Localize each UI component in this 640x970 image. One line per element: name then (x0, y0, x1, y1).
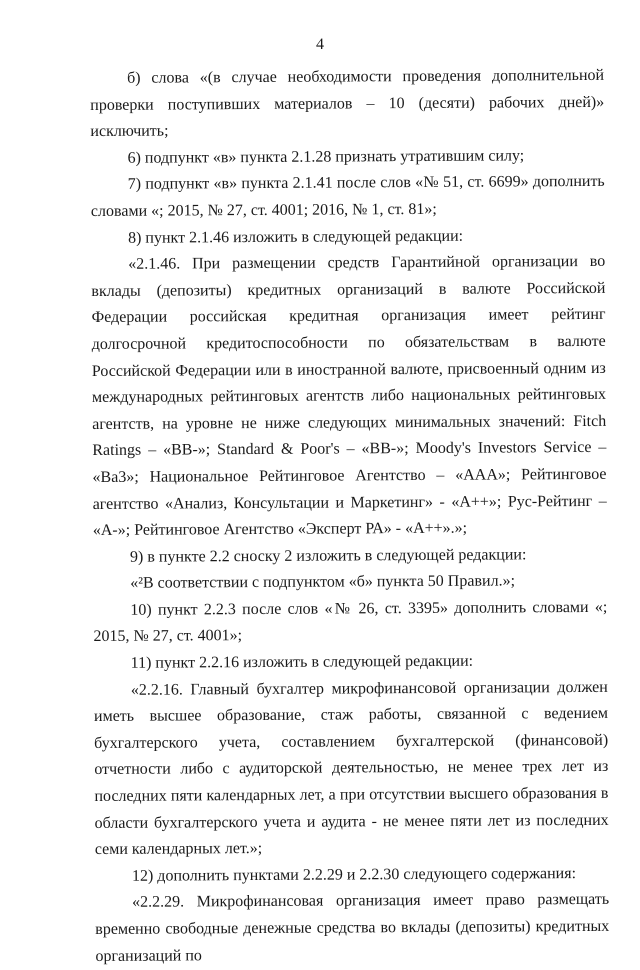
paragraph-item-7: 7) подпункт «в» пункта 2.1.41 после слов «№ 51, ст. 6699» дополнить словами «; 2015, № 27, ст. 4001; 2016, № 1, ст. 81»; (90, 173, 605, 220)
page-number: 4 (316, 36, 324, 53)
paragraph-item-11: 11) пункт 2.2.16 изложить в следующей редакции: (130, 652, 474, 672)
paragraph-item-10: 10) пункт 2.2.3 после слов «№ 26, ст. 3395» дополнить словами «; 2015, № 27, ст. 4001»; (93, 598, 608, 646)
paragraph-item-12: 12) дополнить пунктами 2.2.29 и 2.2.30 следующего содержания: (131, 864, 577, 885)
paragraph-footnote-2: «²В соответствии с подпунктом «б» пункта 50 Правил.»; (130, 572, 516, 593)
paragraph-item-6: 6) подпункт «в» пункта 2.1.28 признать утратившим силу; (127, 147, 525, 167)
document-body (90, 63, 610, 970)
paragraph-2-2-29: «2.2.29. Микрофинансовая организация имеет право размещать временно свободные денежные средства во вклады (депозиты) кредитных организаций по (95, 891, 610, 965)
paragraph-2-1-46: «2.1.46. При размещении средств Гарантийной организации во вклады (депозиты) кредитных организаций в валюте Российской Федерации российская кредитная организация имеет рейтинг долгосрочной кредитоспособности по обязательствам в валюте Российской Федерации или в иностранной валюте, присвоенный одним из международных рейтинговых агентств либо национальных рейтинговых агентств, на уровне не ниже следующих минимальных значений: Fitch Ratings – «BB-»; Standard & Poor's – «BB-»; Moody's Investors Service – «Ba3»; Национальное Рейтинговое Агентство – «AAA»; Рейтинговое агентство «Анализ, Консультации и Маркетинг» - «A++»; Рус-Рейтинг – «A-»; Рейтинговое Агентство «Эксперт РА» - «A++».»; (91, 253, 607, 540)
paragraph-2-2-16: «2.2.16. Главный бухгалтер микрофинансовой организации должен иметь высшее образование, стаж работы, связанной с ведением бухгалтерского учета, составлением бухгалтерской (финансовой) отчетности либо с аудиторской деятельностью, не менее трех лет из последних пяти календарных лет, а при отсутствии высшего образования в области бухгалтерского учета и аудита - не менее пяти лет из последних семи календарных лет.»; (93, 678, 609, 859)
paragraph-item-9: 9) в пункте 2.2 сноску 2 изложить в следующей редакции: (129, 546, 527, 566)
paragraph-b-words: б) слова «(в случае необходимости проведения дополнительной проверки поступивших материалов – 10 (десяти) рабочих дней)» исключить; (90, 66, 605, 141)
paragraph-item-8: 8) пункт 2.1.46 изложить в следующей редакции: (127, 227, 464, 247)
